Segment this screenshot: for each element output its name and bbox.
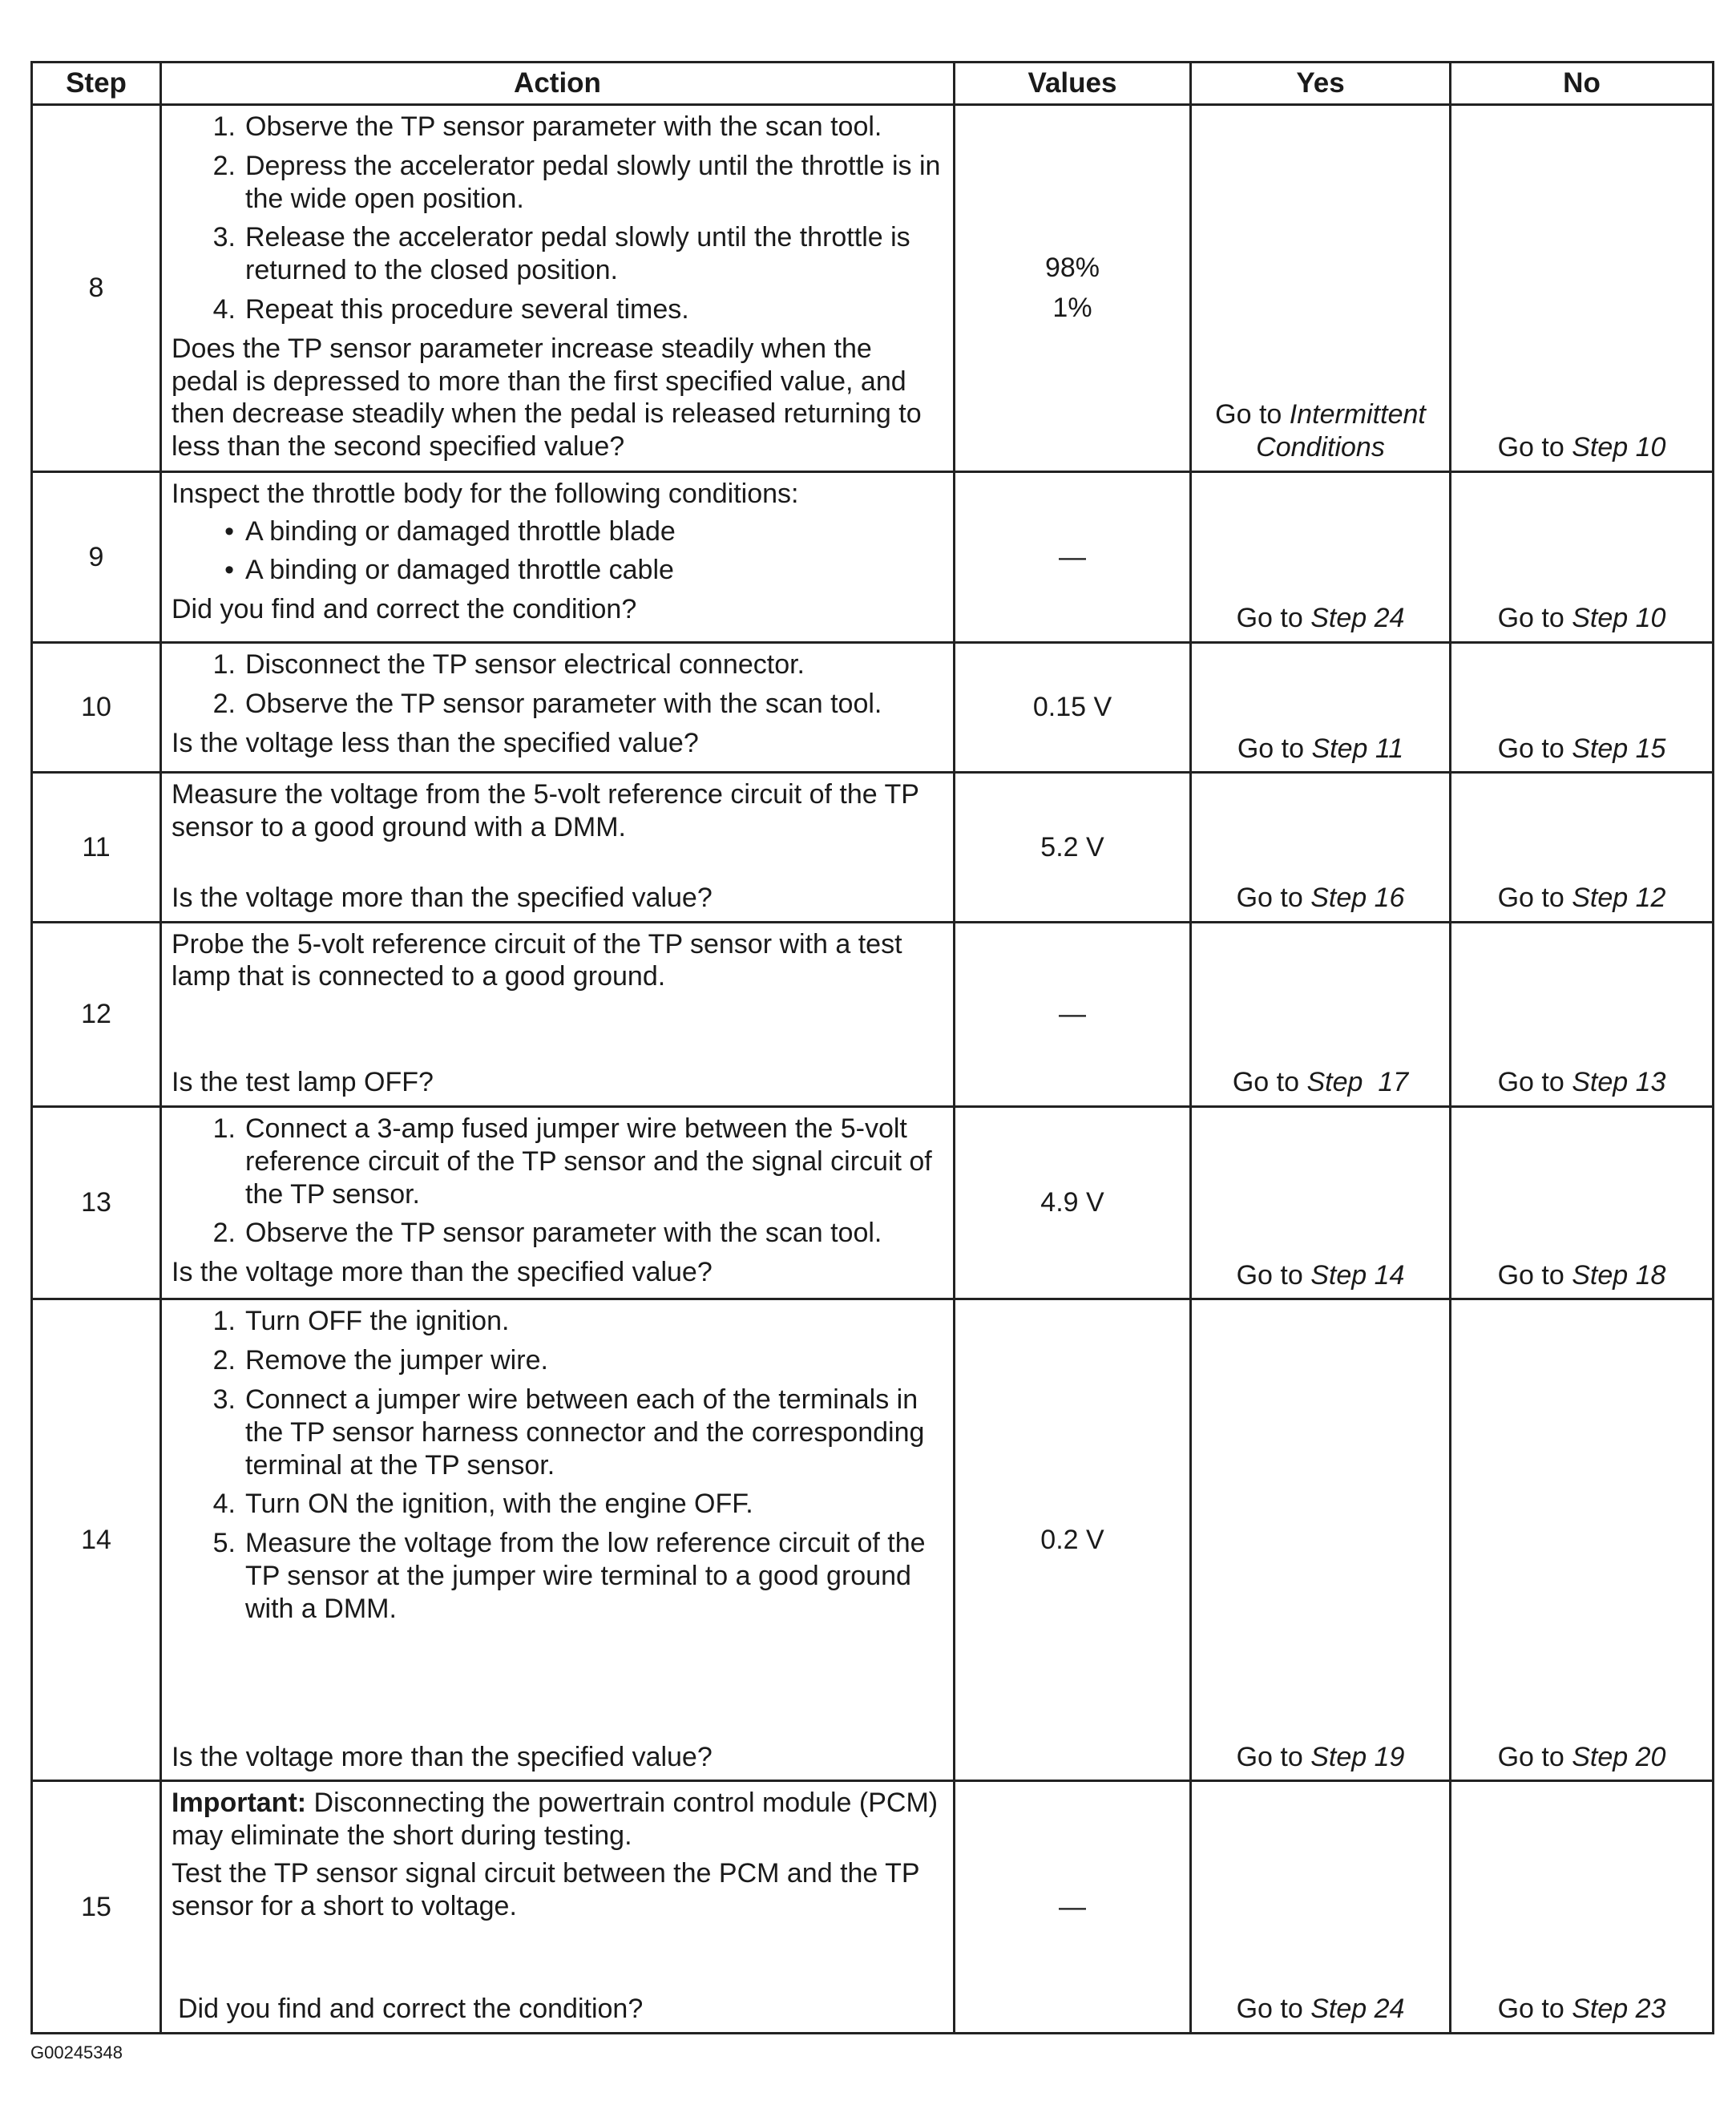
list-item: 1. Disconnect the TP sensor electrical connector. bbox=[212, 649, 805, 681]
yes-cell bbox=[1191, 643, 1451, 773]
header-yes: Yes bbox=[1191, 63, 1451, 105]
list-item: 1. Connect a 3-amp fused jumper wire between the 5-volt reference circuit of the TP sensor and the signal circuit of the TP sensor. bbox=[212, 1113, 932, 1210]
table-row bbox=[32, 1299, 1714, 1781]
step-number: 13 bbox=[32, 1107, 161, 1299]
value-text: 0.2 V bbox=[1040, 1525, 1104, 1555]
no-cell bbox=[1451, 643, 1714, 773]
yes-cell bbox=[1191, 1781, 1451, 2034]
value-text: 5.2 V bbox=[1040, 831, 1104, 863]
action-steps bbox=[172, 648, 943, 727]
action-steps bbox=[172, 111, 943, 333]
action-question: Does the TP sensor parameter increase steadily when the pedal is depressed to more than the first specified value, and then decrease steadily when the pedal is released returning to less than the second specified value? bbox=[172, 333, 922, 463]
action-cell bbox=[161, 643, 955, 773]
value-text: 1% bbox=[1052, 293, 1092, 324]
action-question: Did you find and correct the condition? bbox=[178, 1994, 644, 2025]
table-row bbox=[32, 471, 1714, 642]
action-question: Did you find and correct the condition? bbox=[172, 594, 637, 625]
list-item: 2. Observe the TP sensor parameter with the scan tool. bbox=[212, 688, 882, 719]
no-goto: Go to Step 13 bbox=[1497, 1067, 1666, 1098]
yes-cell bbox=[1191, 1107, 1451, 1299]
value-text: 0.15 V bbox=[1032, 692, 1112, 723]
table-row bbox=[32, 1781, 1714, 2034]
no-cell bbox=[1451, 1299, 1714, 1781]
figure-id: G00245348 bbox=[30, 2042, 123, 2062]
yes-goto: Go to Intermittent Conditions bbox=[1215, 399, 1426, 463]
yes-goto: Go to Step 19 bbox=[1236, 1741, 1405, 1772]
action-cell bbox=[161, 922, 955, 1106]
value-text: — bbox=[1059, 1891, 1086, 1922]
value-text: 98% bbox=[1044, 252, 1100, 283]
values-cell bbox=[955, 1781, 1191, 2034]
table-row bbox=[32, 643, 1714, 773]
yes-goto: Go to Step 17 bbox=[1232, 1067, 1409, 1098]
action-cell bbox=[161, 105, 955, 472]
list-item: 4. Repeat this procedure several times. bbox=[212, 293, 689, 325]
list-item: 2. Depress the accelerator pedal slowly until the throttle is in the wide open position. bbox=[212, 150, 941, 214]
header-action: Action bbox=[161, 63, 955, 105]
action-intro: Probe the 5-volt reference circuit of the TP sensor with a test lamp that is connected to a good ground. bbox=[172, 928, 902, 992]
action-steps bbox=[172, 1305, 943, 1631]
no-goto: Go to Step 18 bbox=[1497, 1259, 1666, 1291]
values-cell bbox=[955, 922, 1191, 1106]
action-cell bbox=[161, 1781, 955, 2034]
step-number: 15 bbox=[32, 1781, 161, 2034]
header-no: No bbox=[1451, 63, 1714, 105]
no-cell bbox=[1451, 773, 1714, 922]
table-row bbox=[32, 1107, 1714, 1299]
action-question: Is the voltage more than the specified value? bbox=[172, 1257, 713, 1288]
header-values: Values bbox=[955, 63, 1191, 105]
step-number: 9 bbox=[32, 471, 161, 642]
list-item: 2. Remove the jumper wire. bbox=[212, 1345, 548, 1376]
step-number: 11 bbox=[32, 773, 161, 922]
list-item: 3. Release the accelerator pedal slowly until the throttle is returned to the closed position. bbox=[212, 222, 910, 286]
no-goto: Go to Step 10 bbox=[1497, 431, 1666, 463]
action-intro: Measure the voltage from the 5-volt reference circuit of the TP sensor to a good ground with a DMM. bbox=[172, 779, 919, 843]
action-question: Is the voltage less than the specified value? bbox=[172, 727, 699, 758]
step-number: 14 bbox=[32, 1299, 161, 1781]
action-question: Is the voltage more than the specified value? bbox=[172, 1741, 713, 1772]
step-number: 12 bbox=[32, 922, 161, 1106]
table-row bbox=[32, 773, 1714, 922]
step-number: 10 bbox=[32, 643, 161, 773]
values-cell bbox=[955, 1299, 1191, 1781]
list-item: 2. Observe the TP sensor parameter with the scan tool. bbox=[212, 1218, 882, 1249]
yes-cell bbox=[1191, 922, 1451, 1106]
no-cell bbox=[1451, 1107, 1714, 1299]
no-goto: Go to Step 23 bbox=[1497, 1994, 1666, 2025]
no-cell bbox=[1451, 471, 1714, 642]
no-goto: Go to Step 12 bbox=[1497, 882, 1666, 913]
list-item: • A binding or damaged throttle cable bbox=[224, 555, 674, 586]
values-cell bbox=[955, 1107, 1191, 1299]
yes-cell bbox=[1191, 1299, 1451, 1781]
values-cell bbox=[955, 643, 1191, 773]
yes-goto: Go to Step 16 bbox=[1236, 882, 1405, 913]
header-row bbox=[32, 63, 1714, 105]
yes-cell bbox=[1191, 773, 1451, 922]
no-cell bbox=[1451, 1781, 1714, 2034]
list-item: 1. Observe the TP sensor parameter with the scan tool. bbox=[212, 111, 882, 142]
header-step: Step bbox=[32, 63, 161, 105]
no-cell bbox=[1451, 922, 1714, 1106]
yes-cell bbox=[1191, 105, 1451, 472]
table-row bbox=[32, 922, 1714, 1106]
table-row bbox=[32, 105, 1714, 472]
condition-list bbox=[172, 515, 943, 594]
yes-cell bbox=[1191, 471, 1451, 642]
action-steps bbox=[172, 1113, 943, 1256]
value-text: — bbox=[1059, 998, 1086, 1029]
no-goto: Go to Step 10 bbox=[1497, 603, 1666, 634]
value-text: — bbox=[1059, 541, 1086, 572]
action-cell bbox=[161, 773, 955, 922]
list-item: • A binding or damaged throttle blade bbox=[224, 515, 676, 547]
list-item: 4. Turn ON the ignition, with the engine OFF. bbox=[212, 1489, 753, 1520]
yes-goto: Go to Step 24 bbox=[1236, 603, 1405, 634]
yes-goto: Go to Step 14 bbox=[1236, 1259, 1405, 1291]
list-item: 3. Connect a jumper wire between each of the terminals in the TP sensor harness connector and the corresponding terminal at the TP sensor. bbox=[212, 1384, 925, 1481]
list-item: 5. Measure the voltage from the low reference circuit of the TP sensor at the jumper wire terminal to a good ground with a DMM. bbox=[212, 1528, 926, 1624]
values-cell bbox=[955, 773, 1191, 922]
important-note: Important: Disconnecting the powertrain control module (PCM) may eliminate the short during testing. bbox=[172, 1788, 939, 1852]
yes-goto: Go to Step 11 bbox=[1237, 733, 1404, 764]
action-intro: Test the TP sensor signal circuit between the PCM and the TP sensor for a short to voltage. bbox=[172, 1858, 919, 1921]
action-cell bbox=[161, 471, 955, 642]
action-cell bbox=[161, 1299, 955, 1781]
value-text: 4.9 V bbox=[1040, 1187, 1104, 1218]
action-intro: Inspect the throttle body for the following conditions: bbox=[172, 478, 799, 509]
no-goto: Go to Step 20 bbox=[1497, 1741, 1666, 1772]
diagnostic-table bbox=[30, 61, 1714, 2034]
values-cell bbox=[955, 471, 1191, 642]
values-cell bbox=[955, 105, 1191, 472]
action-question: Is the voltage more than the specified value? bbox=[172, 882, 713, 913]
step-number: 8 bbox=[32, 105, 161, 472]
no-cell bbox=[1451, 105, 1714, 472]
action-cell bbox=[161, 1107, 955, 1299]
yes-goto: Go to Step 24 bbox=[1236, 1994, 1405, 2025]
action-question: Is the test lamp OFF? bbox=[172, 1067, 434, 1098]
list-item: 1. Turn OFF the ignition. bbox=[212, 1306, 510, 1337]
no-goto: Go to Step 15 bbox=[1497, 733, 1666, 764]
